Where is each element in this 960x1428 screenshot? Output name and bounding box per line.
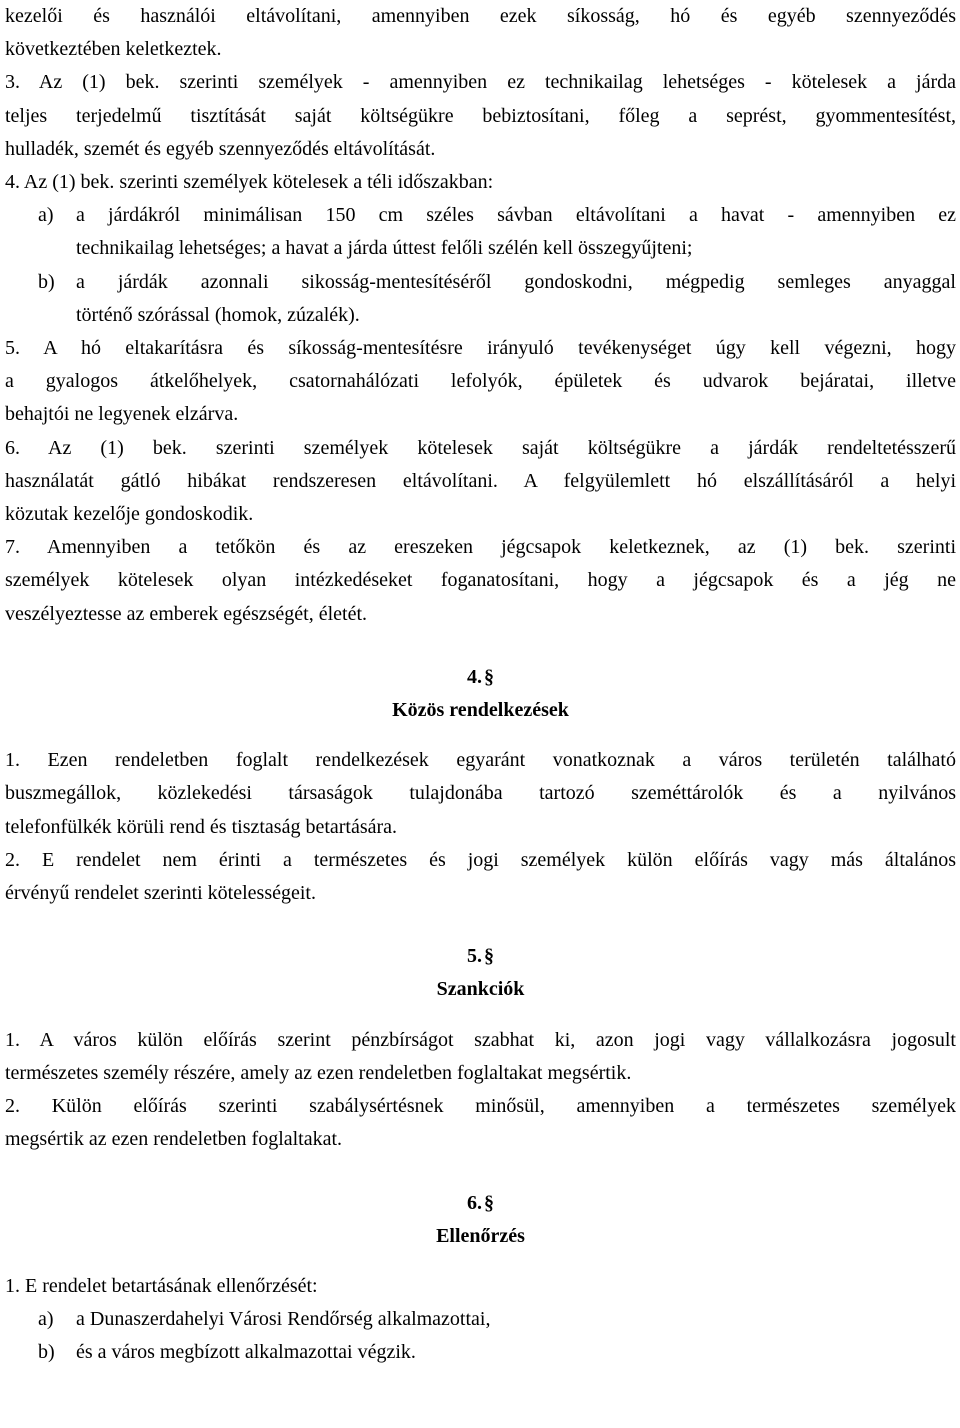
text-line: kezelői és használói eltávolítani, amennyiben ezek síkosság, hó és egyéb szennyeződés [5,5,956,27]
section-sign: § [484,945,494,968]
paragraph-7-line: személyek kötelesek olyan intézkedéseket foganatosítani, hogy a jégcsapok és a jég ne [5,569,956,592]
section-4-paragraph-line: telefonfülkék körüli rend és tisztaság betartására. [5,815,398,838]
section-5-paragraph-line: megsértik az ezen rendeletben foglaltakat. [5,1128,343,1151]
section-4-paragraph-line: érvényű rendelet szerinti kötelességeit. [5,882,316,905]
list-item [5,1336,956,1369]
paragraph-6-line: használatát gátló hibákat rendszeresen eltávolítani. A felgyülemlett hó elszállításáról a helyi [5,469,956,492]
paragraph-5-line: 5. A hó eltakarításra és síkosság-mentesítésre irányuló tevékenységet úgy kell végezni, hogy [5,337,956,360]
text-line: történő szórással (homok, zúzalék). [76,303,360,326]
list-item-text [76,199,956,265]
list-item-label: b) [38,1341,55,1364]
list-item-label: b) [38,270,55,293]
section-5-paragraph-line: természetes személy részére, amely az ezen rendeletben foglaltakat megsértik. [5,1061,632,1084]
section-sign: § [484,1191,494,1214]
section-5-heading-number [5,940,956,973]
paragraph-3-line: 3. Az (1) bek. szerinti személyek - amennyiben ez technikailag lehetséges - kötelesek a járda [5,71,956,94]
text-line: következtében keletkeztek. [5,38,222,61]
section-number: 6. [467,1191,482,1214]
list-item [5,199,956,265]
paragraph-4-intro: 4. Az (1) bek. szerinti személyek kötelesek a téli időszakban: [5,171,494,194]
list-item-text: és a város megbízott alkalmazottai végzik. [76,1341,416,1364]
section-5-paragraph-line: 1. A város külön előírás szerint pénzbírságot szabhat ki, azon jogi vagy vállalkozásra jogosult [5,1028,956,1051]
section-4-paragraph-line: 2. E rendelet nem érinti a természetes és jogi személyek külön előírás vagy más általános [5,848,956,871]
section-6-paragraph-intro: 1. E rendelet betartásának ellenőrzését: [5,1274,318,1297]
paragraph-3-line: hulladék, szemét és egyéb szennyeződés eltávolítását. [5,137,436,160]
paragraph-6-line: közutak kezelője gondoskodik. [5,503,254,526]
text-line: a járdák azonnali sikosság-mentesítéséről gondoskodni, mégpedig semleges anyaggal [76,270,956,293]
section-5-title: Szankciók [436,978,525,1001]
text-line: technikailag lehetséges; a havat a járda úttest felőli szélén kell összegyűjteni; [76,237,693,260]
section-6-title: Ellenőrzés [436,1224,525,1247]
paragraph-7-line: veszélyeztesse az emberek egészségét, életét. [5,602,368,625]
paragraph-7-line: 7. Amennyiben a tetőkön és az ereszeken jégcsapok keletkeznek, az (1) bek. szerinti [5,536,956,559]
section-number: 5. [467,945,482,968]
section-4-heading-number [5,661,956,694]
paragraph-6-line: 6. Az (1) bek. szerinti személyek kötelesek saját költségükre a járdák rendeltetésszerű [5,436,956,459]
paragraph-5-line: behajtói ne legyenek elzárva. [5,403,239,426]
section-6-heading-number [5,1187,956,1220]
section-number: 4. [467,665,482,688]
section-4-paragraph-line: 1. Ezen rendeletben foglalt rendelkezések egyaránt vonatkoznak a város területén található [5,749,956,772]
text-line: a járdákról minimálisan 150 cm széles sávban eltávolítani a havat - amennyiben ez [76,204,956,227]
list-item-text [76,266,956,332]
paragraph-3-line: teljes terjedelmű tisztítását saját költségükre bebiztosítani, főleg a seprést, gyommentesítést, [5,104,956,127]
section-4-title: Közös rendelkezések [392,699,569,722]
list-item-label: a) [38,1308,54,1331]
list-item [5,266,956,332]
section-4-paragraph-line: buszmegállok, közlekedési társaságok tulajdonába tartozó szeméttárolók és a nyilvános [5,782,956,805]
list-item-label: a) [38,204,54,227]
paragraph-5-line: a gyalogos átkelőhelyek, csatornahálózati lefolyók, épületek és udvarok bejáratai, illetve [5,370,956,393]
section-5-paragraph-line: 2. Külön előírás szerinti szabálysértésnek minősül, amennyiben a természetes személyek [5,1095,956,1118]
list-item-text: a Dunaszerdahelyi Városi Rendőrség alkalmazottai, [76,1308,491,1331]
section-sign: § [484,665,494,688]
list-item [5,1303,956,1336]
